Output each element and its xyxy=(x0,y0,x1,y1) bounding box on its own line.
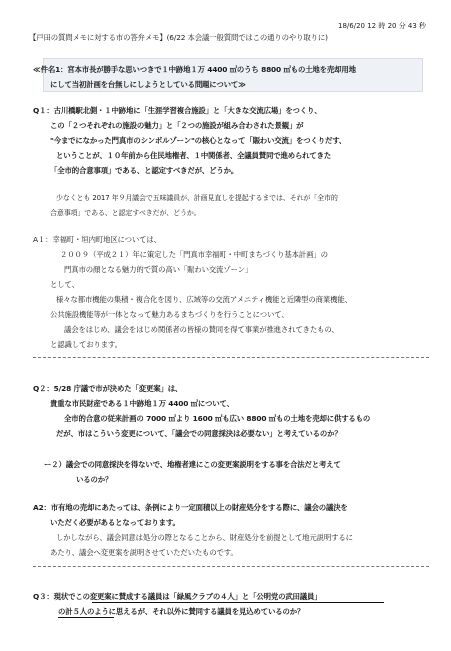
a2-line-1: A2：市有地の売却にあたっては、条例により一定面積以上の財産処分をする際に、議会の議決を xyxy=(33,503,348,512)
q1-note-line-1: 少なくとも 2017 年９月議会で五味議員が、計画見直しを提起するまでは、それが「全市的 xyxy=(56,194,338,202)
q1-line-1: Q１：古川橋駅北側・１中跡地に「生涯学習複合施設」と「大きな交流広場」をつくり、 xyxy=(33,106,322,115)
timestamp: 18/6/20 12 時 20 分 43 秒 xyxy=(338,22,427,30)
a1-line-1: A１：幸福町・垣内町地区については、 xyxy=(33,235,161,244)
separator-2 xyxy=(33,566,429,567)
q1-note-line-2: 合意事項」である、と認定すべきだが、どうか。 xyxy=(50,209,201,217)
q2-sub-line-1: ー２）議会での同意採決を得ないで、地権者達にこの変更案説明をする事を合法だと考えて xyxy=(44,460,341,469)
a1-line-7: 議会をはじめ、議会をはじめ関係者の皆様の賛同を得て事業が推進されてきたもの、 xyxy=(64,325,339,334)
q1-line-3: "今までになかった門真市のシンボルゾーン"の核心となって「賑わい交流」をつくりだす、 xyxy=(50,136,347,145)
q2-sub-line-2: いるのか？ xyxy=(76,475,113,484)
a1-line-5: 様々な都市機能の集積・複合化を図り、広域等の交流アメニティ機能と近隣型の商業機能、 xyxy=(56,295,352,304)
q3-line-2: の計５人のように思えるが、それ以外に賛同する議員を見込めているのか？ xyxy=(58,607,305,616)
q2-line-1: Q２：5/28 庁議で市が決めた「変更案」は、 xyxy=(33,384,183,393)
a1-line-3: 門真市の顔となる魅力的で質の高い「賑わい交流ゾーン」 xyxy=(64,265,253,274)
q2-line-2: 貴重な市民財産である１中跡地１万 4400 ㎡について、 xyxy=(50,399,234,408)
q3-underline-2 xyxy=(58,617,114,618)
q1-line-4: ということが、１０年前から住民地権者、１中関係者、全議員賛同で進められてきた xyxy=(56,151,332,160)
q2-line-3: 全市的合意の従来計画の 7000 ㎡より 1600 ㎡も広い 8800 ㎡もの土地を売却に供するもの xyxy=(64,414,371,423)
case-title-line-1: ≪件名1：宮本市長が勝手な思いつきで１中跡地１万 4400 ㎡のうち 8800 ㎡もの土地を売却用地 xyxy=(33,65,356,74)
q1-line-2: この「２つそれぞれの施設の魅力」と「２つの施設が組み合わされた景観」が xyxy=(50,121,304,130)
a2-line-2: いただく必要があるとなっております。 xyxy=(50,518,180,527)
a1-line-8: と認識しております。 xyxy=(50,340,122,349)
a1-line-6: 公共施設機能等が一体となって魅力あるまちづくりを行うことについて、 xyxy=(50,310,289,319)
a1-line-4: として、 xyxy=(50,280,79,289)
q2-line-4: だが、市はこういう変更について、「議会での同意採決は必要ない」と考えているのか？ xyxy=(56,429,342,438)
a1-line-2: ２００９（平成２１）年に策定した「門真市幸福町・中町まちづくり基本計画」の xyxy=(60,250,328,259)
q3-line-1: Q３：現状でこの変更案に賛成する議員は「緑風クラブの４人」と「公明党の武田議員」 xyxy=(33,592,322,601)
q1-line-5: 「全市的合意事項」である、と認定すべきだが、どうか。 xyxy=(50,166,239,175)
a2-line-3: しかしながら、議会同意は処分の際となることから、財産処分を前提として地元説明するに xyxy=(56,533,353,542)
a2-line-4: あたり、議会へ変更案を説明させていただいたものです。 xyxy=(50,548,238,557)
document-header: 【戸田の質問メモに対する市の答弁メモ】(6/22 本会議一般質問ではこの通りのやり取りに) xyxy=(29,33,328,42)
separator-1 xyxy=(33,357,429,358)
q3-underline-1 xyxy=(92,602,384,603)
case-title-line-2: にして当初計画を台無しにしようとしている問題について≫ xyxy=(50,80,246,89)
